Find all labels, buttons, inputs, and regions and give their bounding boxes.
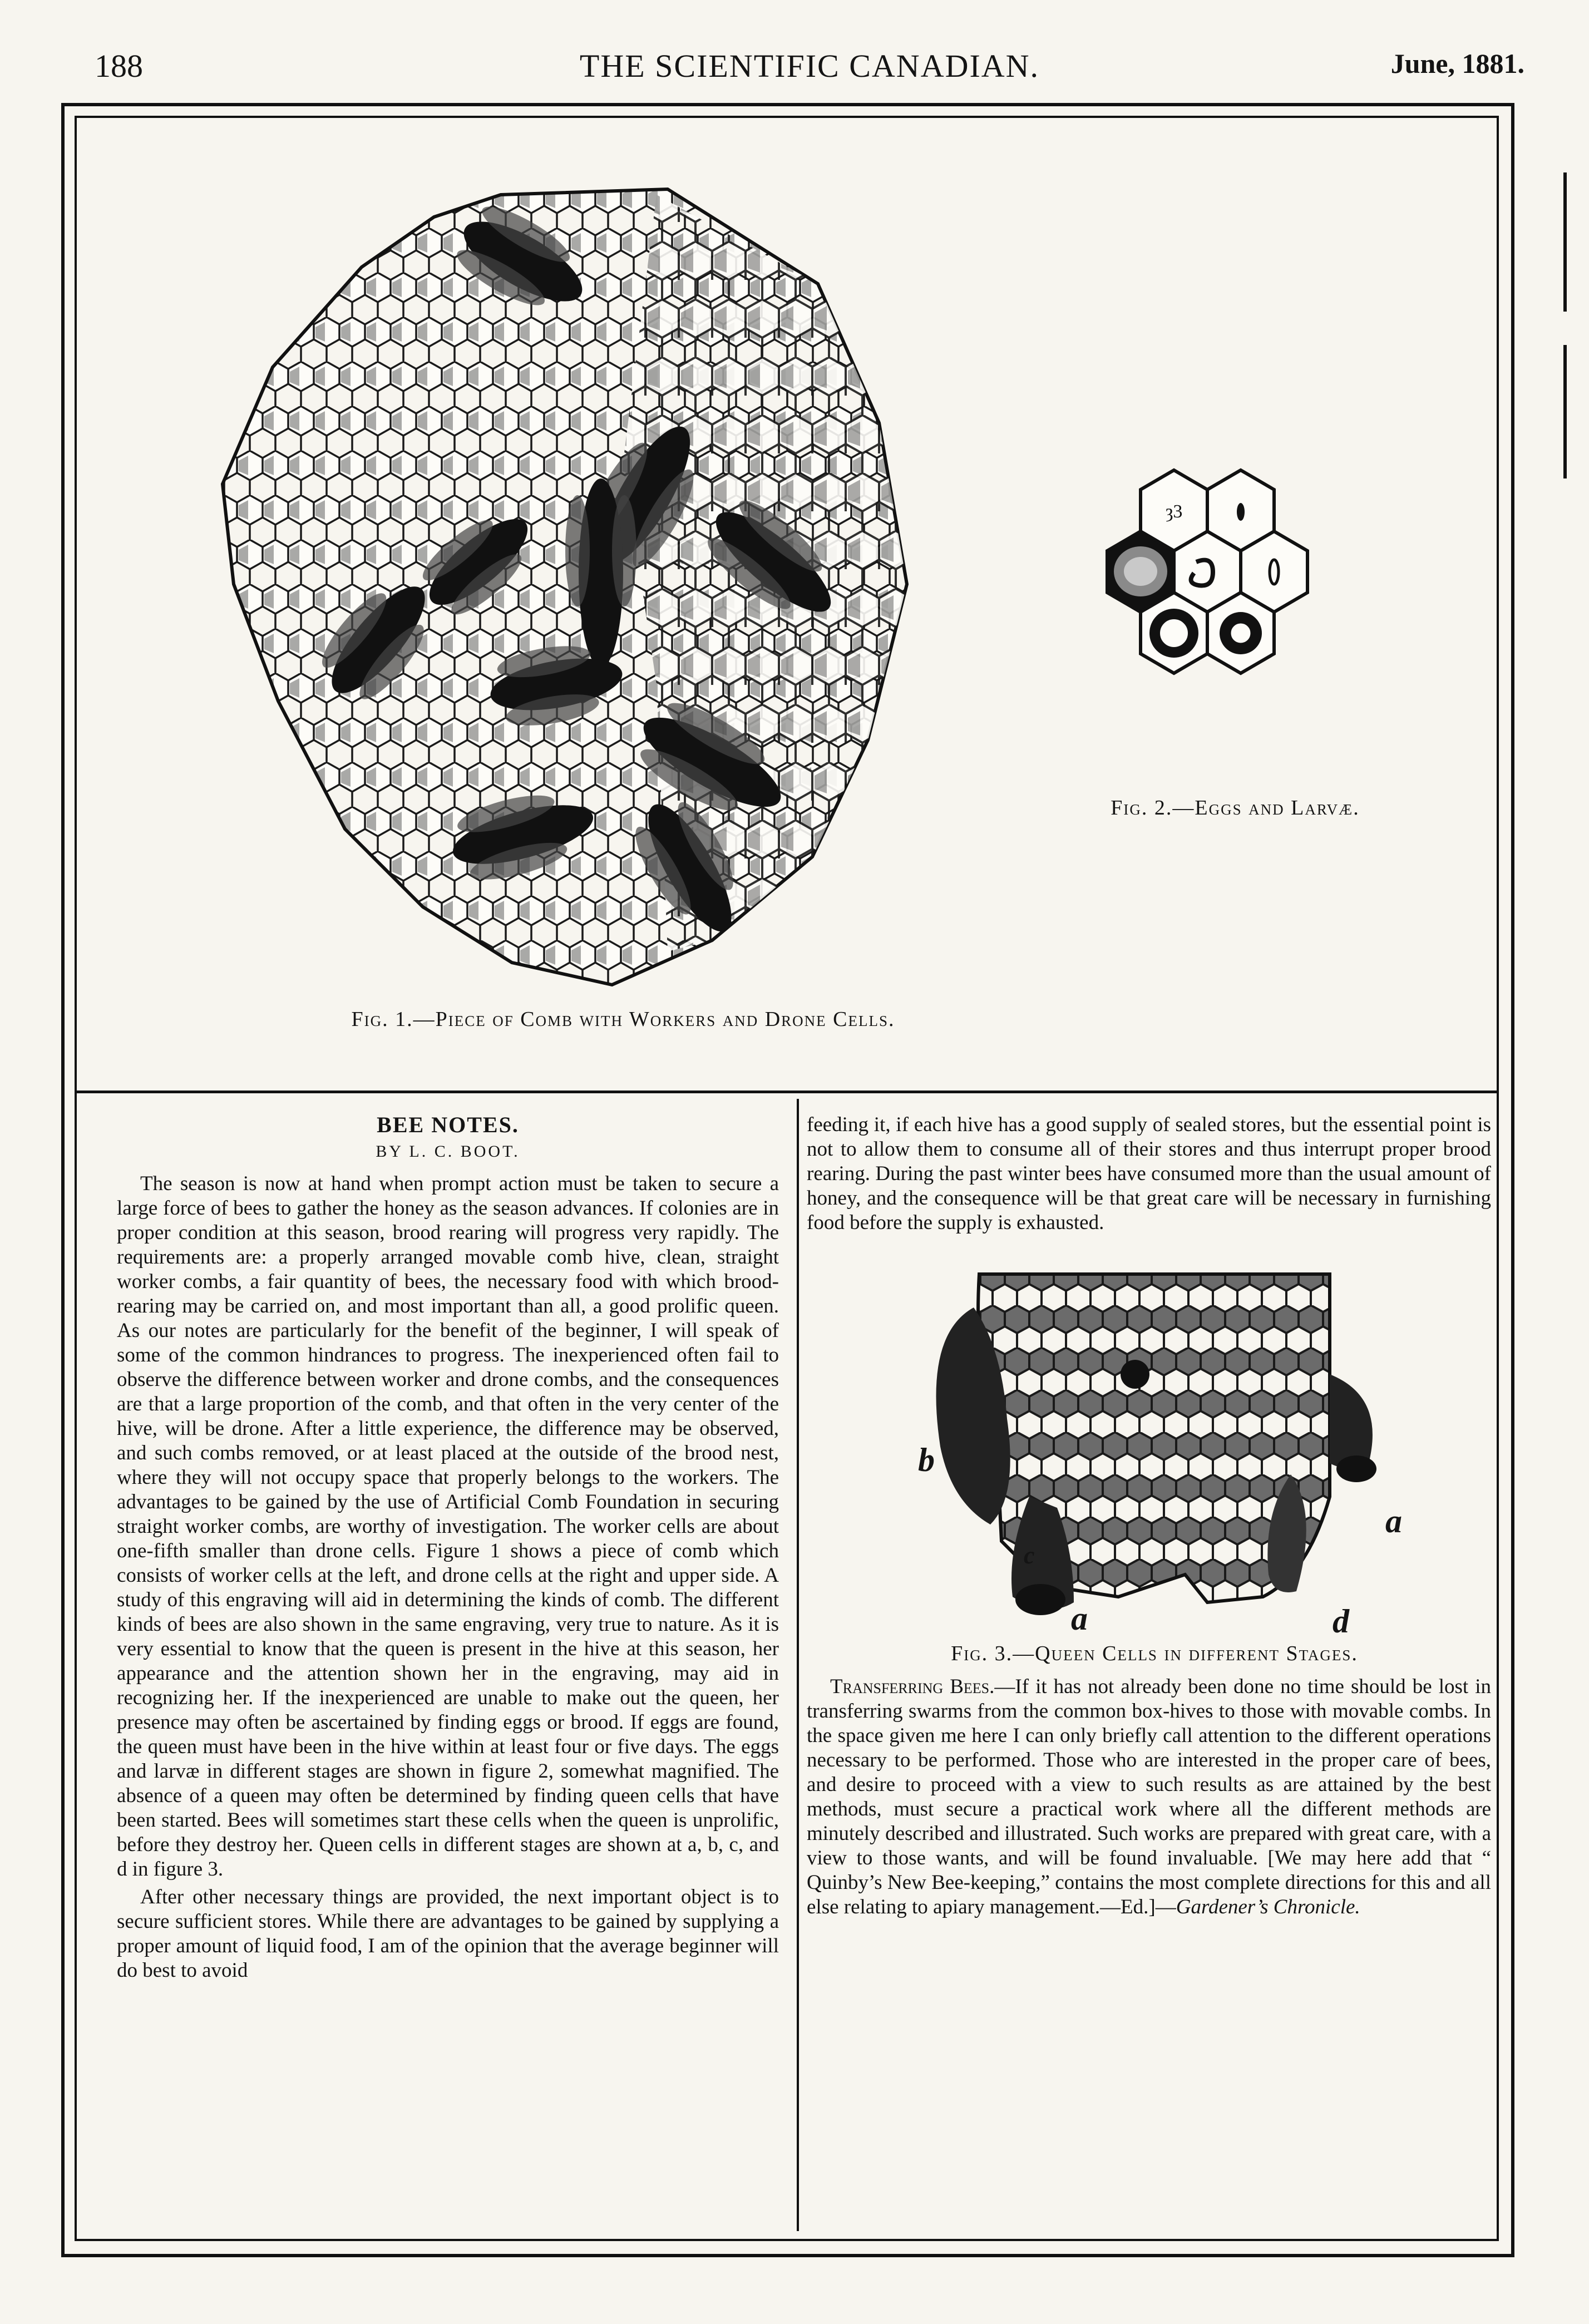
transferring-section (807, 1675, 1491, 1923)
svg-text:ȝ3: ȝ3 (1166, 501, 1183, 522)
article-paragraph: After other necessary things are provided, the next important object is to secure sufficient stores. While there are advantages to be gained by supplying a proper amount of liquid food, I am of the opinion that the average beginner will do best to avoid (117, 1886, 779, 1982)
transferring-text: —If it has not already been done no time should be lost in transferring swarms from the common box-hives to those with movable combs. In the space given me here I can only briefly call attention to the different operations necessary to be performed. Those who are interested in the proper care of bees, and desire to proceed with a view to such results as are attained by the best methods, must secure a practical work where all the different methods are minutely described and illustrated. Such works are prepared with great care, with a view to those wants, and will be found invaluable. [We may here add that “ Quinby’s New Bee-keeping,” contains the most complete directions for this and all else relating to apiary management.—Ed.]— (807, 1675, 1491, 1918)
fig3-caption: Fig. 3.—Queen Cells in different Stages. (951, 1642, 1358, 1665)
transferring-credit: Gardener’s Chronicle. (1176, 1896, 1360, 1918)
article-byline: BY L. C. BOOT. (376, 1142, 520, 1161)
article-paragraph-continued: feeding it, if each hive has a good supply of sealed stores, but the essential point is not to allow them to consume all of their stores and thus interrupt proper brood rearing. During the past winter bees have consumed more than the usual amount of honey, and the consequence will be that great care will be necessary in furnishing food before the supply is exhausted. (807, 1113, 1491, 1234)
fig3-label-d: d (1333, 1603, 1349, 1640)
journal-title: THE SCIENTIFIC CANADIAN. (579, 48, 1040, 84)
column-divider (797, 1099, 799, 2231)
fig3-label-b: b (918, 1442, 935, 1478)
queen-cell-a-right (1330, 1374, 1373, 1469)
article-paragraph: The season is now at hand when prompt action must be taken to secure a large force of bees to gather the honey as the season advances. If colonies are in proper condition at this season, brood rearing will progress very rapidly. The requirements are: a properly arranged movable comb hive, clean, straight worker combs, a fair quantity of bees, the necessary food with which brood-rearing may be carried on, and most important than all, a good prolific queen. As our notes are particularly for the benefit of the beginner, I will speak of some of the common hindrances to progress. The inexperienced often fail to observe the difference between worker and drone combs, and the consequences are that a large proportion of the comb, and that often in the very center of the hive, will be drone. After a little experience, the difference may be observed, and such combs removed, or at least placed at the outside of the brood nest, where they will not occupy space that properly belongs to the workers. The advantages to be gained by the use of Artificial Comb Foundation in securing straight worker combs, are worthy of investigation. The worker cells are about one-fifth smaller than drone cells. Figure 1 shows a piece of comb which consists of worker cells at the left, and drone cells at the right and upper side. A study of this engraving will aid in determining the kinds of comb. The different kinds of bees are also shown in the same engraving, very true to nature. As it is very essential to know that the queen is present in the hive at this season, her appearance and the attention shown her in the engraving, may aid in recognizing her. If the inexperienced are unable to make out the queen, her presence may often be ascertained by finding eggs or brood. If eggs are found, the queen must have been in the hive within at least four or five days. The eggs and larvæ in different stages are shown in figure 2, somewhat magnified. The absence of a queen may often be determined by finding queen cells that have been started. Bees will sometimes start these cells when the queen is unprolific, before they destroy her. Queen cells in different stages are shown at a, b, c, and d in figure 3. (117, 1172, 779, 1881)
fig3-queen-cells-engraving (907, 1263, 1486, 1619)
page-number: 188 (95, 48, 143, 84)
margin-mark (1563, 345, 1567, 478)
article-title: BEE NOTES. (377, 1112, 519, 1137)
transferring-paragraph (807, 1675, 1491, 1920)
page-header (95, 47, 1524, 92)
fig3-label-a-right: a (1385, 1503, 1402, 1540)
fig3-label-a-bottom: a (1071, 1600, 1088, 1637)
section-divider (75, 1091, 1497, 1093)
article-left-column (117, 1113, 779, 1986)
fig1-comb-engraving (211, 184, 951, 990)
transferring-lead: Transferring Bees. (830, 1675, 995, 1698)
article-right-column (807, 1113, 1491, 1239)
margin-mark (1563, 172, 1567, 312)
fig3-label-c: c (1024, 1542, 1035, 1569)
fig2-caption: Fig. 2.—Eggs and Larvæ. (1111, 796, 1360, 820)
fig2-eggs-larvae-engraving (1057, 462, 1391, 784)
issue-date: June, 1881. (1390, 48, 1524, 79)
fig1-caption: Fig. 1.—Piece of Comb with Workers and Drone Cells. (351, 1008, 895, 1031)
